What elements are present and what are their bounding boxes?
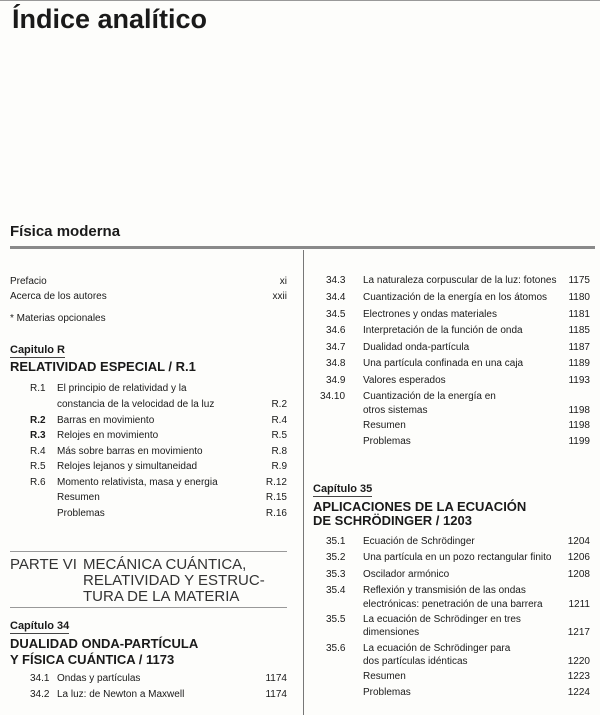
entry-page: 1211	[568, 599, 590, 610]
entry-page: 1204	[567, 536, 590, 547]
entry-number: 34.3	[326, 275, 346, 286]
entry-page: R.2	[271, 399, 287, 410]
entry-title: La luz: de Newton a Maxwell	[57, 689, 185, 700]
entry-title-cont: electrónicas: penetración de una barrera	[363, 599, 543, 610]
entry-title: Problemas	[363, 436, 411, 447]
chapter-title: RELATIVIDAD ESPECIAL / R.1	[10, 359, 196, 374]
chapter-label: Capitulo R	[10, 344, 65, 356]
entry-title: Momento relativista, masa y energia	[57, 477, 218, 488]
entry-title: Cuantización de la energía en los átomos	[363, 292, 548, 303]
entry-page: 1187	[568, 342, 590, 353]
entry-page: 1189	[568, 358, 590, 369]
entry-number: R.2	[30, 415, 46, 426]
entry-title: La ecuación de Schrödinger en tres	[363, 614, 521, 625]
front-label: Prefacio	[10, 276, 47, 287]
entry-page: 1198	[568, 420, 590, 431]
entry-page: 1208	[567, 569, 590, 580]
entry-number: 35.1	[326, 536, 346, 547]
entry-page: 1180	[568, 292, 590, 303]
entry-page: R.12	[265, 477, 287, 488]
front-page: xi	[279, 276, 287, 287]
entry-page: 1220	[567, 656, 590, 667]
entry-title: El principio de relatividad y la	[57, 383, 187, 394]
entry-title: Problemas	[57, 508, 105, 519]
entry-page: 1199	[568, 436, 590, 447]
entry-title: Ondas y partículas	[57, 673, 141, 684]
entry-page: 1223	[567, 671, 590, 682]
entry-title: Ecuación de Schrödinger	[363, 536, 475, 547]
chapter-title: DUALIDAD ONDA-PARTÍCULA	[10, 636, 199, 651]
chapter-title: Y FÍSICA CUÁNTICA / 1173	[10, 652, 175, 667]
entry-title: Una partícula confinada en una caja	[363, 358, 524, 369]
front-label: Acerca de los autores	[10, 291, 107, 302]
part-title-line: RELATIVIDAD Y ESTRUC-	[83, 572, 265, 589]
entry-number: 35.6	[326, 643, 346, 654]
entry-page: R.8	[271, 446, 287, 457]
entry-number: 34.1	[30, 673, 50, 684]
entry-number: 34.10	[320, 391, 346, 402]
entry-number: R.4	[30, 446, 46, 457]
entry-title: Problemas	[363, 687, 411, 698]
entry-title: Electrones y ondas materiales	[363, 309, 497, 320]
entry-title: Cuantización de la energía en	[363, 391, 496, 402]
entry-number: R.5	[30, 461, 46, 472]
entry-number: 34.7	[326, 342, 346, 353]
chapter-title: APLICACIONES DE LA ECUACIÓN	[313, 499, 527, 514]
part-title-line: MECÁNICA CUÁNTICA,	[83, 556, 247, 573]
entry-number: 34.4	[326, 292, 346, 303]
entry-title: Resumen	[57, 492, 100, 503]
optional-note: * Materias opcionales	[10, 313, 106, 324]
chapter-title: DE SCHRÖDINGER / 1203	[313, 513, 472, 528]
entry-number: 35.2	[326, 552, 346, 563]
entry-title: Resumen	[363, 420, 406, 431]
entry-number: 34.2	[30, 689, 50, 700]
entry-page: 1206	[567, 552, 590, 563]
entry-number: 34.8	[326, 358, 346, 369]
entry-title-cont: dimensiones	[363, 627, 420, 638]
chapter-label: Capítulo 35	[313, 483, 373, 495]
part-title-line: TURA DE LA MATERIA	[83, 588, 240, 605]
entry-title-cont: otros sistemas	[363, 405, 428, 416]
entry-number: 35.3	[326, 569, 346, 580]
entry-number: 34.6	[326, 325, 346, 336]
entry-page: 1193	[568, 375, 590, 386]
entry-title: Una partícula en un pozo rectangular finito	[363, 552, 552, 563]
page-title: Índice analítico	[12, 4, 208, 34]
entry-page: 1181	[568, 309, 590, 320]
entry-number: R.3	[30, 430, 46, 441]
entry-title: Relojes en movimiento	[57, 430, 159, 441]
entry-page: R.9	[271, 461, 287, 472]
column-divider	[303, 250, 304, 715]
part-rule-bottom	[10, 607, 287, 608]
entry-number: 35.5	[326, 614, 346, 625]
entry-page: 1224	[567, 687, 590, 698]
entry-title: Valores esperados	[363, 375, 446, 386]
chapter-label: Capítulo 34	[10, 620, 70, 632]
entry-number: 35.4	[326, 585, 346, 596]
entry-title: Resumen	[363, 671, 406, 682]
entry-page: R.16	[265, 508, 287, 519]
entry-title-cont: constancia de la velocidad de la luz	[57, 399, 215, 410]
entry-title: Oscilador armónico	[363, 569, 450, 580]
entry-page: R.15	[265, 492, 287, 503]
entry-title: Dualidad onda-partícula	[363, 342, 470, 353]
entry-title: Barras en movimiento	[57, 415, 155, 426]
entry-title: La ecuación de Schrödinger para	[363, 643, 511, 654]
entry-page: 1174	[265, 673, 287, 684]
entry-title: Interpretación de la función de onda	[363, 325, 523, 336]
entry-number: R.6	[30, 477, 46, 488]
entry-page: 1198	[568, 405, 590, 416]
part-label: PARTE VI	[10, 556, 77, 573]
entry-page: 1174	[265, 689, 287, 700]
entry-page: 1217	[567, 627, 590, 638]
entry-title: Reflexión y transmisión de las ondas	[363, 585, 526, 596]
entry-page: R.4	[271, 415, 287, 426]
entry-title: La naturaleza corpuscular de la luz: fotones	[363, 275, 557, 286]
front-page: xxii	[272, 291, 287, 302]
entry-number: R.1	[30, 383, 46, 394]
entry-number: 34.9	[326, 375, 346, 386]
entry-title-cont: dos partículas idénticas	[363, 656, 468, 667]
entry-number: 34.5	[326, 309, 346, 320]
top-rule	[0, 0, 600, 1]
entry-title: Más sobre barras en movimiento	[57, 446, 203, 457]
section-title: Física moderna	[10, 223, 121, 240]
section-rule	[10, 246, 595, 249]
entry-title: Relojes lejanos y simultaneidad	[57, 461, 198, 472]
entry-page: 1175	[568, 275, 590, 286]
entry-page: R.5	[271, 430, 287, 441]
part-rule-top	[10, 551, 287, 552]
entry-page: 1185	[568, 325, 590, 336]
